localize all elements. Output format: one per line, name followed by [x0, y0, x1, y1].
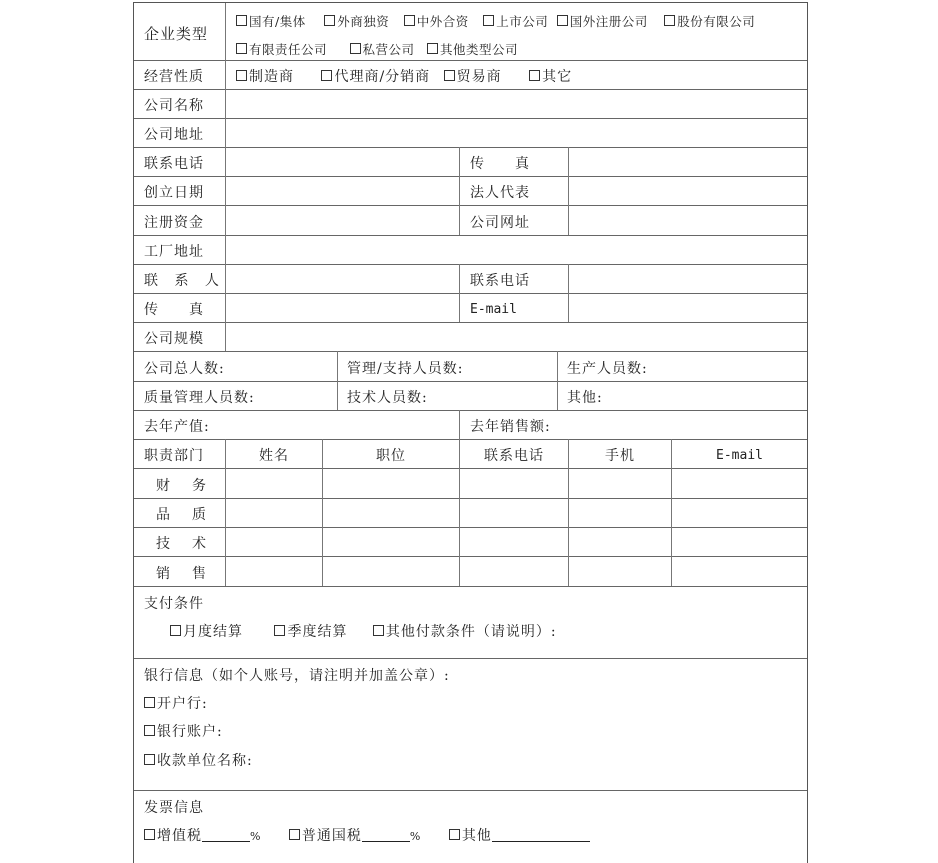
checkbox-icon[interactable] [324, 15, 335, 26]
checkbox-joint-venture[interactable]: 中外合资 [404, 14, 469, 29]
row-divider [134, 351, 807, 352]
col-divider [337, 351, 338, 410]
bank-title: 银行信息（如个人账号，请注明并加盖公章）: [144, 668, 450, 684]
contact-person-label: 联 系 人 [144, 273, 225, 289]
col-divider [568, 264, 569, 322]
checkbox-monthly[interactable]: 月度结算 [170, 624, 243, 640]
checkbox-icon[interactable] [427, 43, 438, 54]
row-divider [134, 439, 807, 440]
checkbox-icon[interactable] [373, 625, 384, 636]
contacts-header-position: 职位 [376, 448, 406, 464]
checkbox-icon[interactable] [274, 625, 285, 636]
checkbox-foreign-owned[interactable]: 外商独资 [324, 14, 389, 29]
checkbox-normal-tax[interactable]: 普通国税 [289, 828, 362, 844]
row-divider [134, 381, 807, 382]
row-divider [134, 118, 807, 119]
website-field[interactable] [576, 214, 801, 232]
contact-person-field[interactable] [234, 272, 454, 290]
checkbox-vat[interactable]: 增值税 [144, 828, 202, 844]
contacts-header-name: 姓名 [259, 448, 289, 464]
email-field[interactable] [576, 301, 801, 319]
checkbox-icon[interactable] [144, 829, 155, 840]
checkbox-quarterly[interactable]: 季度结算 [274, 624, 347, 640]
checkbox-icon[interactable] [144, 754, 155, 765]
website-label: 公司网址 [470, 215, 530, 231]
checkbox-other-nature[interactable]: 其它 [529, 69, 572, 85]
checkbox-icon[interactable] [483, 15, 494, 26]
payment-title: 支付条件 [144, 596, 204, 612]
email-label: E-mail [470, 302, 517, 317]
col-divider [459, 264, 460, 322]
checkbox-other-invoice[interactable]: 其他 [449, 828, 492, 844]
staff-technical-label: 技术人员数: [347, 390, 428, 406]
payment-options [170, 623, 557, 641]
row-divider [134, 205, 807, 206]
bank-field-opening-bank[interactable]: 开户行: [144, 695, 208, 713]
contacts-header-mobile: 手机 [605, 448, 635, 464]
row-divider [134, 410, 807, 411]
row-divider [134, 147, 807, 148]
row-divider [134, 176, 807, 177]
checkbox-state-owned[interactable]: 国有/集体 [236, 14, 306, 29]
checkbox-icon[interactable] [449, 829, 460, 840]
founded-date-field[interactable] [234, 184, 454, 202]
checkbox-icon[interactable] [289, 829, 300, 840]
factory-address-field[interactable] [234, 243, 799, 261]
company-scale-label: 公司规模 [144, 331, 204, 347]
checkbox-icon[interactable] [664, 15, 675, 26]
company-name-field[interactable] [234, 97, 799, 115]
bank-field-payee[interactable]: 收款单位名称: [144, 752, 253, 770]
checkbox-icon[interactable] [236, 43, 247, 54]
checkbox-limited-liability[interactable]: 有限责任公司 [236, 42, 327, 57]
company-scale-field[interactable] [234, 330, 799, 348]
row-divider [134, 658, 807, 659]
checkbox-icon[interactable] [404, 15, 415, 26]
checkbox-icon[interactable] [529, 70, 540, 81]
fax2-field[interactable] [234, 301, 454, 319]
checkbox-trader[interactable]: 贸易商 [444, 69, 502, 85]
last-year-output-label: 去年产值: [144, 419, 210, 435]
checkbox-icon[interactable] [444, 70, 455, 81]
row-divider [134, 527, 807, 528]
vat-rate-field[interactable] [202, 827, 250, 842]
row-divider [134, 790, 807, 791]
business-nature-label: 经营性质 [144, 69, 204, 85]
other-invoice-field[interactable] [492, 827, 590, 842]
staff-quality-label: 质量管理人员数: [144, 390, 255, 406]
contacts-row-finance: 财 务 [156, 478, 210, 494]
registered-capital-label: 注册资金 [144, 215, 204, 231]
enterprise-type-label: 企业类型 [144, 25, 209, 43]
contact-phone-label: 联系电话 [144, 156, 204, 172]
contact-phone2-label: 联系电话 [470, 273, 530, 289]
row-divider [134, 89, 807, 90]
row-divider [134, 264, 807, 265]
checkbox-other-type[interactable]: 其他类型公司 [427, 42, 518, 57]
checkbox-private[interactable]: 私营公司 [350, 42, 415, 57]
row-divider [134, 322, 807, 323]
checkbox-icon[interactable] [170, 625, 181, 636]
contacts-row-sales: 销 售 [156, 566, 210, 582]
checkbox-agent[interactable]: 代理商/分销商 [321, 69, 430, 85]
row-divider [134, 556, 807, 557]
normal-tax-rate-field[interactable] [362, 827, 410, 842]
col-divider [459, 410, 460, 586]
checkbox-icon[interactable] [144, 725, 155, 736]
last-year-sales-label: 去年销售额: [470, 419, 551, 435]
checkbox-icon[interactable] [350, 43, 361, 54]
row-divider [134, 468, 807, 469]
contacts-row-technical: 技 术 [156, 536, 210, 552]
col-divider [568, 147, 569, 235]
contacts-header-phone: 联系电话 [484, 448, 544, 464]
fax-field[interactable] [576, 155, 801, 173]
staff-other-label: 其他: [567, 390, 603, 406]
company-name-label: 公司名称 [144, 98, 204, 114]
legal-rep-label: 法人代表 [470, 185, 530, 201]
factory-address-label: 工厂地址 [144, 244, 204, 260]
checkbox-icon[interactable] [144, 697, 155, 708]
contact-phone-field[interactable] [234, 155, 454, 173]
checkbox-icon[interactable] [236, 15, 247, 26]
contacts-row-quality: 品 质 [156, 507, 210, 523]
enterprise-type-options-row2 [236, 41, 518, 59]
staff-management-label: 管理/支持人员数: [347, 361, 464, 377]
staff-total-label: 公司总人数: [144, 361, 225, 377]
company-address-label: 公司地址 [144, 127, 204, 143]
contacts-header-dept: 职责部门 [144, 448, 204, 464]
fax-label: 传 真 [470, 156, 530, 172]
staff-production-label: 生产人员数: [567, 361, 648, 377]
business-nature-options [236, 68, 572, 86]
founded-date-label: 创立日期 [144, 185, 204, 201]
checkbox-icon[interactable] [321, 70, 332, 81]
col-divider [225, 3, 226, 351]
row-divider [134, 293, 807, 294]
registered-capital-field[interactable] [234, 214, 454, 232]
checkbox-manufacturer[interactable]: 制造商 [236, 69, 294, 85]
row-divider [134, 586, 807, 587]
invoice-options: 增值税 % 普通国税 % 其他 [144, 827, 590, 846]
checkbox-icon[interactable] [236, 70, 247, 81]
enterprise-type-options-row1 [236, 13, 755, 31]
contact-phone2-field[interactable] [576, 272, 801, 290]
legal-rep-field[interactable] [576, 184, 801, 202]
bank-field-account[interactable]: 银行账户: [144, 723, 223, 741]
checkbox-icon[interactable] [557, 15, 568, 26]
supplier-form-table [133, 2, 808, 863]
company-address-field[interactable] [234, 126, 799, 144]
checkbox-listed[interactable]: 上市公司 [483, 14, 548, 29]
contacts-header-email: E-mail [716, 448, 763, 463]
col-divider [557, 351, 558, 410]
row-divider [134, 60, 807, 61]
checkbox-other-payment[interactable]: 其他付款条件（请说明）: [373, 624, 557, 640]
row-divider [134, 498, 807, 499]
col-divider [459, 147, 460, 235]
checkbox-joint-stock[interactable]: 股份有限公司 [664, 14, 755, 29]
row-divider [134, 235, 807, 236]
fax2-label: 传 真 [144, 302, 204, 318]
invoice-title: 发票信息 [144, 800, 204, 816]
checkbox-foreign-registered[interactable]: 国外注册公司 [557, 14, 648, 29]
